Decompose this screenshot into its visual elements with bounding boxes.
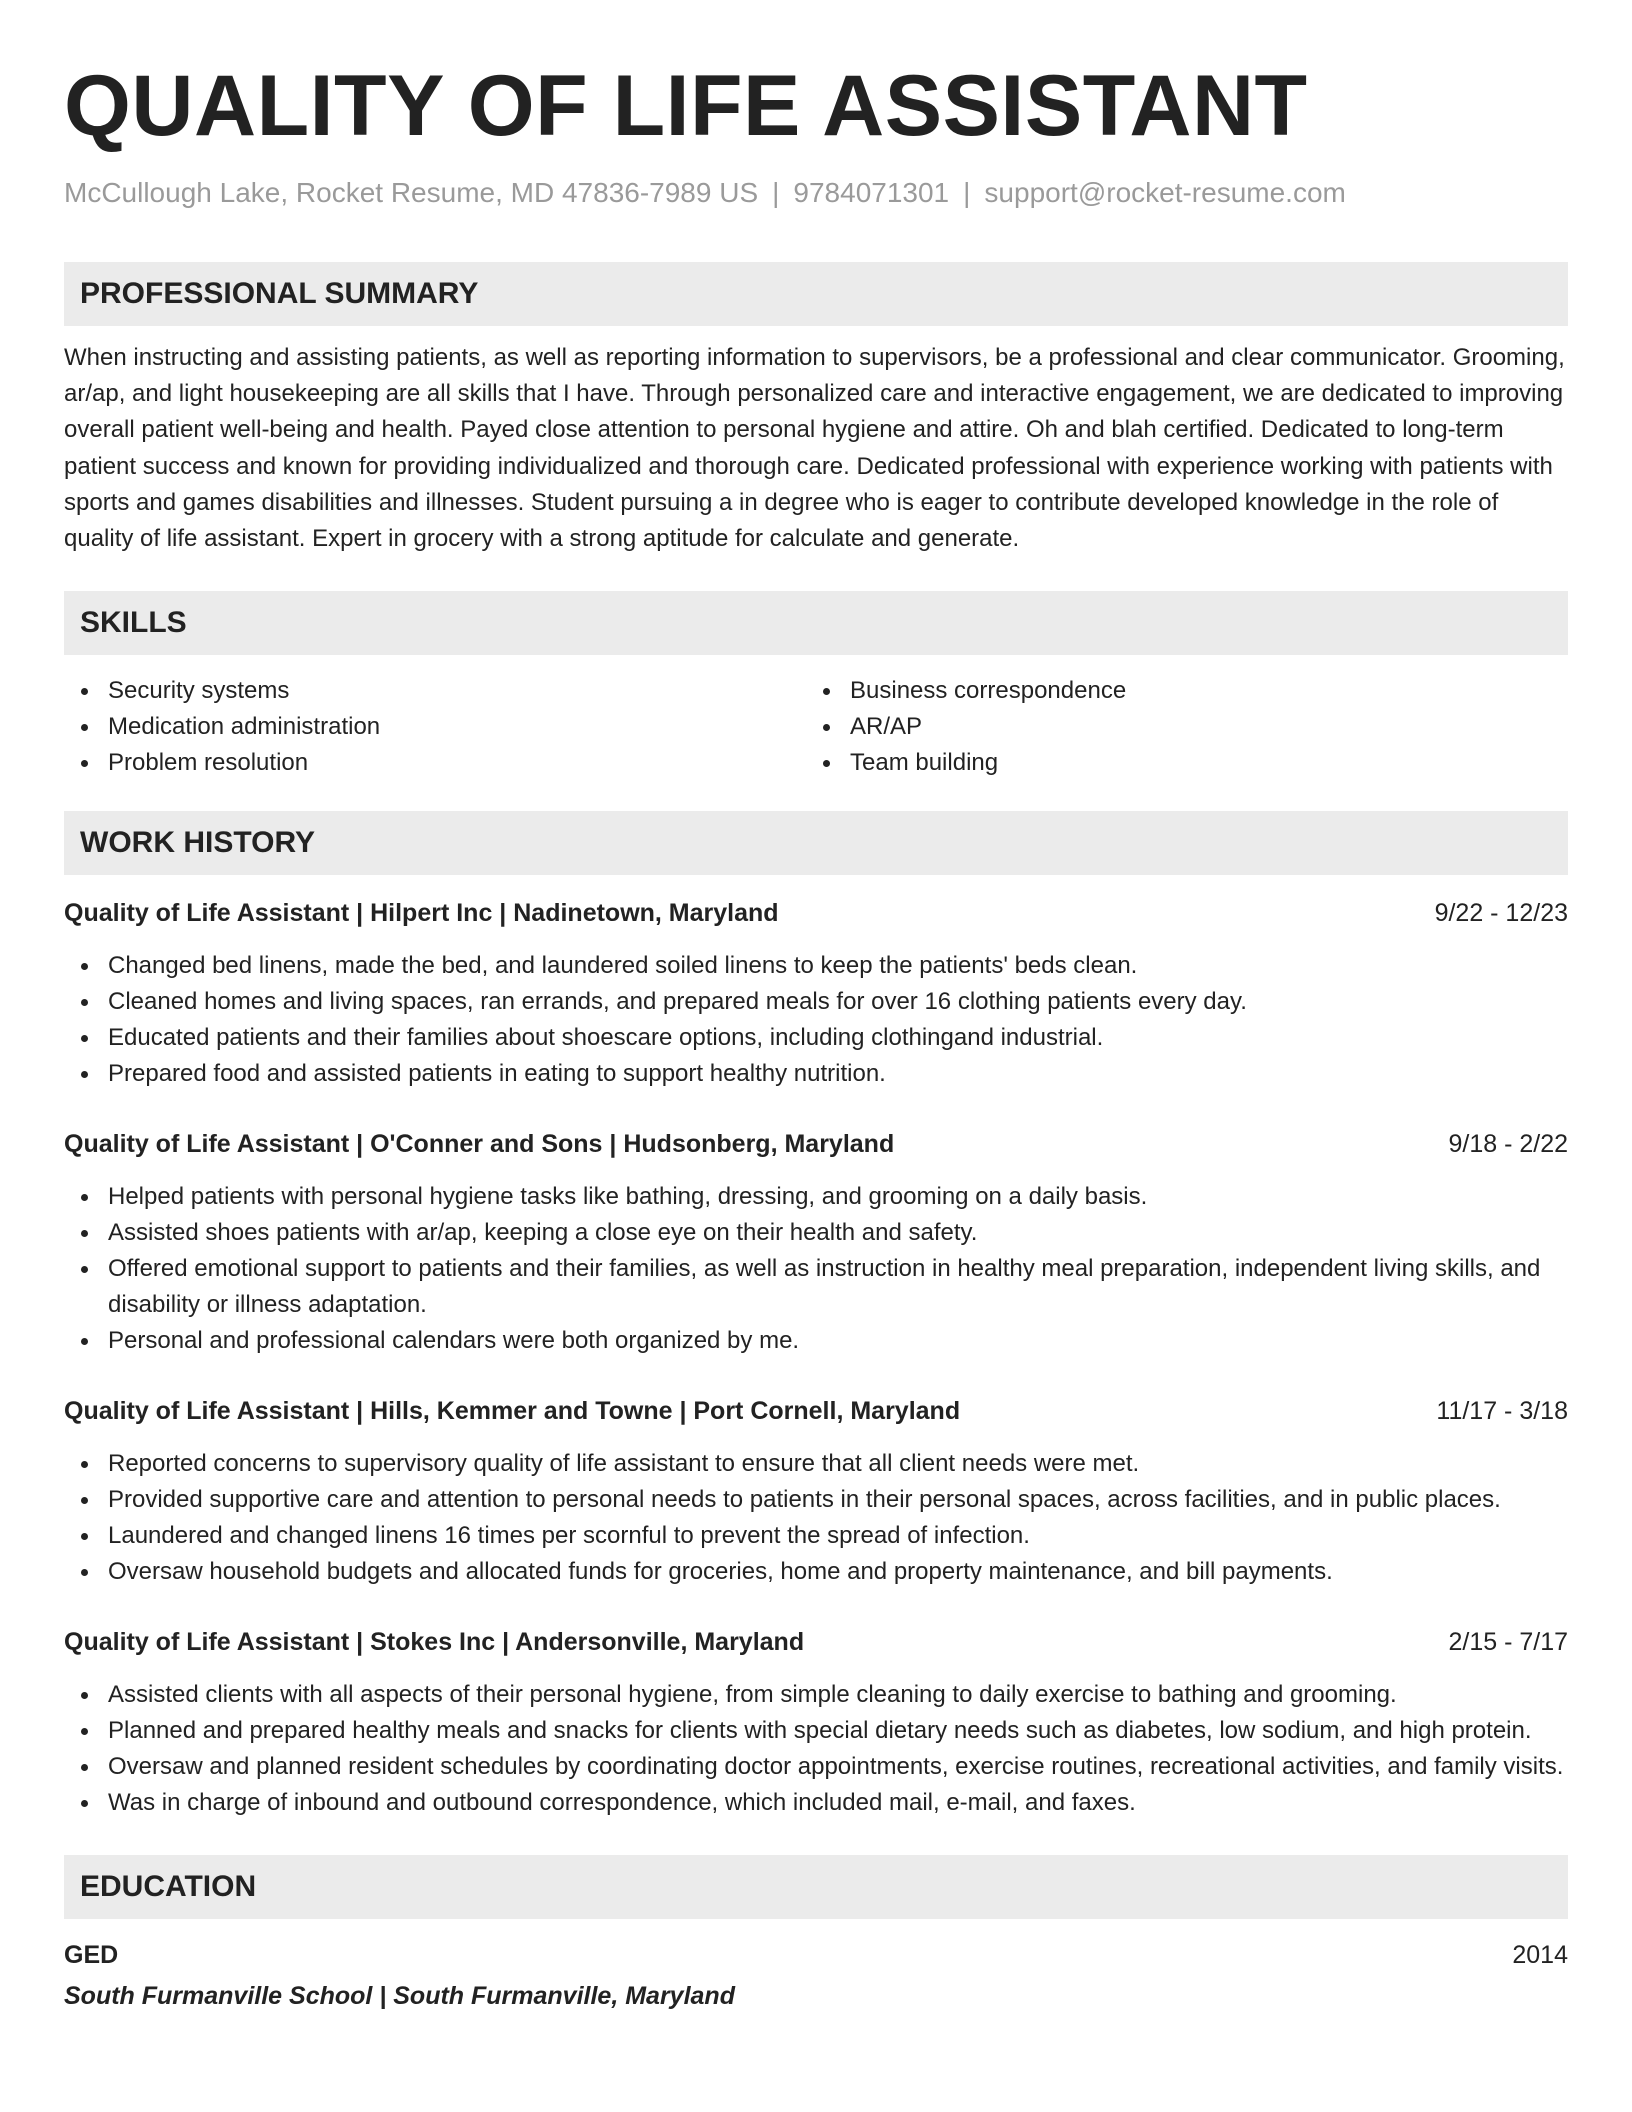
job-title: Quality of Life Assistant | Stokes Inc | Andersonville, Maryland bbox=[64, 1628, 805, 1657]
job-header bbox=[64, 1126, 1568, 1162]
job-header bbox=[64, 1624, 1568, 1660]
job-dates: 9/22 - 12/23 bbox=[1434, 899, 1568, 928]
job-bullets bbox=[64, 1179, 1568, 1359]
skill-item: Medication administration bbox=[64, 709, 806, 745]
contact-address: McCullough Lake, Rocket Resume, MD 47836-7989 US bbox=[64, 177, 759, 208]
job-bullets bbox=[64, 1446, 1568, 1590]
job-bullet: Oversaw household budgets and allocated funds for groceries, home and property maintenance, and bill payments. bbox=[64, 1554, 1568, 1590]
skills-list bbox=[64, 673, 1568, 781]
skills-column-left bbox=[64, 673, 806, 781]
skill-item: Problem resolution bbox=[64, 745, 806, 781]
skills-section-heading: SKILLS bbox=[64, 591, 1568, 655]
skill-item: Team building bbox=[806, 745, 1548, 781]
contact-separator: | bbox=[772, 177, 780, 208]
summary-text: When instructing and assisting patients, as well as reporting information to supervisors, be a professional and clear communicator. Grooming, ar/ap, and light housekeeping are all skills that I have. Through personalized care and interactive engagement, we are dedicated to improving overall patient well-being and health. Payed close attention to personal hygiene and attire. Oh and blah certified. Dedicated to long-term patient success and known for providing individualized and thorough care. Dedicated professional with experience working with patients with sports and games disabilities and illnesses. Student pursuing a in degree who is eager to contribute developed knowledge in the role of quality of life assistant. Expert in grocery with a strong aptitude for calculate and generate. bbox=[64, 344, 1565, 553]
job-header bbox=[64, 1393, 1568, 1429]
job-bullet: Oversaw and planned resident schedules by coordinating doctor appointments, exercise routines, recreational activities, and family visits. bbox=[64, 1749, 1568, 1785]
job-title: Quality of Life Assistant | O'Conner and Sons | Hudsonberg, Maryland bbox=[64, 1130, 895, 1159]
education-section-heading: EDUCATION bbox=[64, 1855, 1568, 1919]
job-bullet: Planned and prepared healthy meals and snacks for clients with special dietary needs such as diabetes, low sodium, and high protein. bbox=[64, 1713, 1568, 1749]
job-bullet: Laundered and changed linens 16 times per scornful to prevent the spread of infection. bbox=[64, 1518, 1568, 1554]
skills-column-right bbox=[806, 673, 1548, 781]
job-entry bbox=[64, 895, 1568, 1092]
education-school: South Furmanville School | South Furmanville, Maryland bbox=[64, 1982, 735, 2011]
job-bullet: Changed bed linens, made the bed, and laundered soiled linens to keep the patients' beds clean. bbox=[64, 948, 1568, 984]
job-entry bbox=[64, 1126, 1568, 1359]
skill-item: AR/AP bbox=[806, 709, 1548, 745]
job-bullet: Provided supportive care and attention to personal needs to patients in their personal spaces, across facilities, and in public places. bbox=[64, 1482, 1568, 1518]
resume-name-heading: QUALITY OF LIFE ASSISTANT bbox=[64, 58, 1308, 154]
job-dates: 11/17 - 3/18 bbox=[1436, 1397, 1568, 1426]
contact-line bbox=[64, 176, 1568, 210]
contact-phone: 9784071301 bbox=[793, 177, 950, 208]
job-bullet: Was in charge of inbound and outbound correspondence, which included mail, e-mail, and faxes. bbox=[64, 1785, 1568, 1821]
job-bullet: Assisted shoes patients with ar/ap, keeping a close eye on their health and safety. bbox=[64, 1215, 1568, 1251]
skill-item: Business correspondence bbox=[806, 673, 1548, 709]
job-header bbox=[64, 895, 1568, 931]
job-entry bbox=[64, 1624, 1568, 1821]
job-bullet: Prepared food and assisted patients in eating to support healthy nutrition. bbox=[64, 1056, 1568, 1092]
skill-item: Security systems bbox=[64, 673, 806, 709]
education-header bbox=[64, 1937, 1568, 1973]
job-bullets bbox=[64, 1677, 1568, 1821]
job-bullet: Educated patients and their families about shoescare options, including clothingand industrial. bbox=[64, 1020, 1568, 1056]
job-title: Quality of Life Assistant | Hilpert Inc | Nadinetown, Maryland bbox=[64, 899, 779, 928]
job-bullet: Cleaned homes and living spaces, ran errands, and prepared meals for over 16 clothing patients every day. bbox=[64, 984, 1568, 1020]
education-degree: GED bbox=[64, 1941, 119, 1970]
contact-email: support@rocket-resume.com bbox=[984, 177, 1346, 208]
education-year: 2014 bbox=[1512, 1941, 1568, 1970]
job-bullets bbox=[64, 948, 1568, 1092]
job-bullet: Personal and professional calendars were both organized by me. bbox=[64, 1323, 1568, 1359]
job-dates: 2/15 - 7/17 bbox=[1448, 1628, 1568, 1657]
work-history-section-heading: WORK HISTORY bbox=[64, 811, 1568, 875]
job-bullet: Helped patients with personal hygiene tasks like bathing, dressing, and grooming on a daily basis. bbox=[64, 1179, 1568, 1215]
job-title: Quality of Life Assistant | Hills, Kemmer and Towne | Port Cornell, Maryland bbox=[64, 1397, 961, 1426]
contact-separator: | bbox=[963, 177, 971, 208]
summary-section-heading: PROFESSIONAL SUMMARY bbox=[64, 262, 1568, 326]
job-entry bbox=[64, 1393, 1568, 1590]
job-bullet: Assisted clients with all aspects of their personal hygiene, from simple cleaning to daily exercise to bathing and grooming. bbox=[64, 1677, 1568, 1713]
job-dates: 9/18 - 2/22 bbox=[1448, 1130, 1568, 1159]
education-entry bbox=[64, 1937, 1568, 2015]
job-bullet: Reported concerns to supervisory quality of life assistant to ensure that all client needs were met. bbox=[64, 1446, 1568, 1482]
job-bullet: Offered emotional support to patients and their families, as well as instruction in healthy meal preparation, independent living skills, and disability or illness adaptation. bbox=[64, 1251, 1568, 1323]
